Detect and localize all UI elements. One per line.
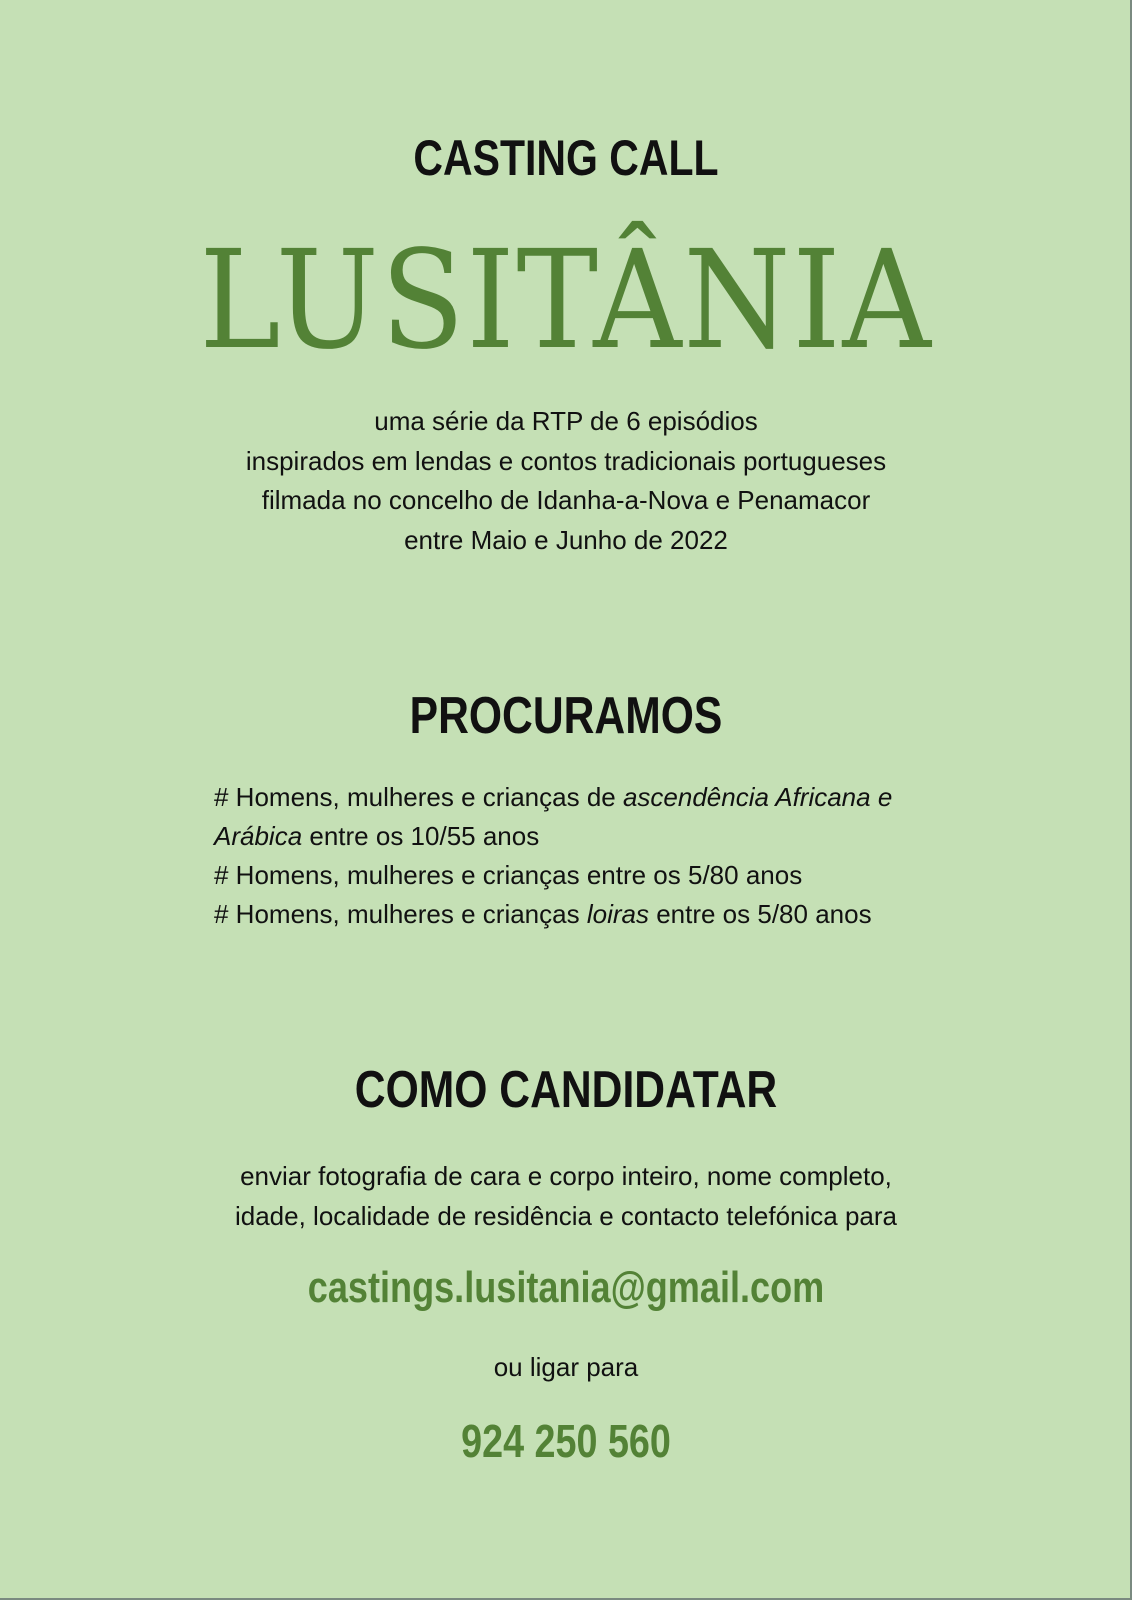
requirement-emphasis: ascendência Africana e bbox=[622, 782, 893, 812]
requirements-list bbox=[214, 778, 974, 934]
requirement-item-continuation bbox=[214, 817, 974, 856]
requirement-item bbox=[214, 895, 974, 934]
description-line: inspirados em lendas e contos tradicionais portugueses bbox=[245, 445, 887, 476]
section-heading-procuramos: PROCURAMOS bbox=[409, 687, 723, 745]
requirement-item bbox=[214, 778, 974, 817]
poster-title: LUSITÂNIA bbox=[199, 222, 933, 380]
application-instructions bbox=[0, 1156, 1132, 1236]
contact-email[interactable]: castings.lusitania@gmail.com bbox=[307, 1263, 825, 1312]
requirement-text: entre os 10/55 anos bbox=[302, 821, 540, 851]
requirement-emphasis: Arábica bbox=[214, 821, 303, 851]
section-heading-como-candidatar: COMO CANDIDATAR bbox=[354, 1061, 778, 1119]
description-line: filmada no concelho de Idanha-a-Nova e Penamacor bbox=[261, 485, 871, 515]
requirement-text: # Homens, mulheres e crianças de bbox=[214, 782, 623, 812]
series-description bbox=[0, 402, 1132, 560]
description-line: uma série da RTP de 6 episódios bbox=[374, 406, 758, 436]
or-call-label: ou ligar para bbox=[493, 1352, 639, 1382]
requirement-text: # Homens, mulheres e crianças bbox=[214, 899, 587, 929]
instruction-line: idade, localidade de residência e contacto telefónica para bbox=[234, 1201, 897, 1231]
contact-phone[interactable]: 924 250 560 bbox=[461, 1415, 671, 1467]
instruction-line: enviar fotografia de cara e corpo inteiro, nome completo, bbox=[240, 1161, 892, 1191]
requirement-text: # Homens, mulheres e crianças entre os 5/80 anos bbox=[214, 860, 803, 890]
requirement-item bbox=[214, 856, 974, 895]
description-line: entre Maio e Junho de 2022 bbox=[404, 524, 728, 555]
requirement-emphasis: loiras bbox=[586, 899, 649, 929]
requirement-text: entre os 5/80 anos bbox=[648, 899, 872, 929]
casting-call-label: CASTING CALL bbox=[413, 130, 719, 186]
